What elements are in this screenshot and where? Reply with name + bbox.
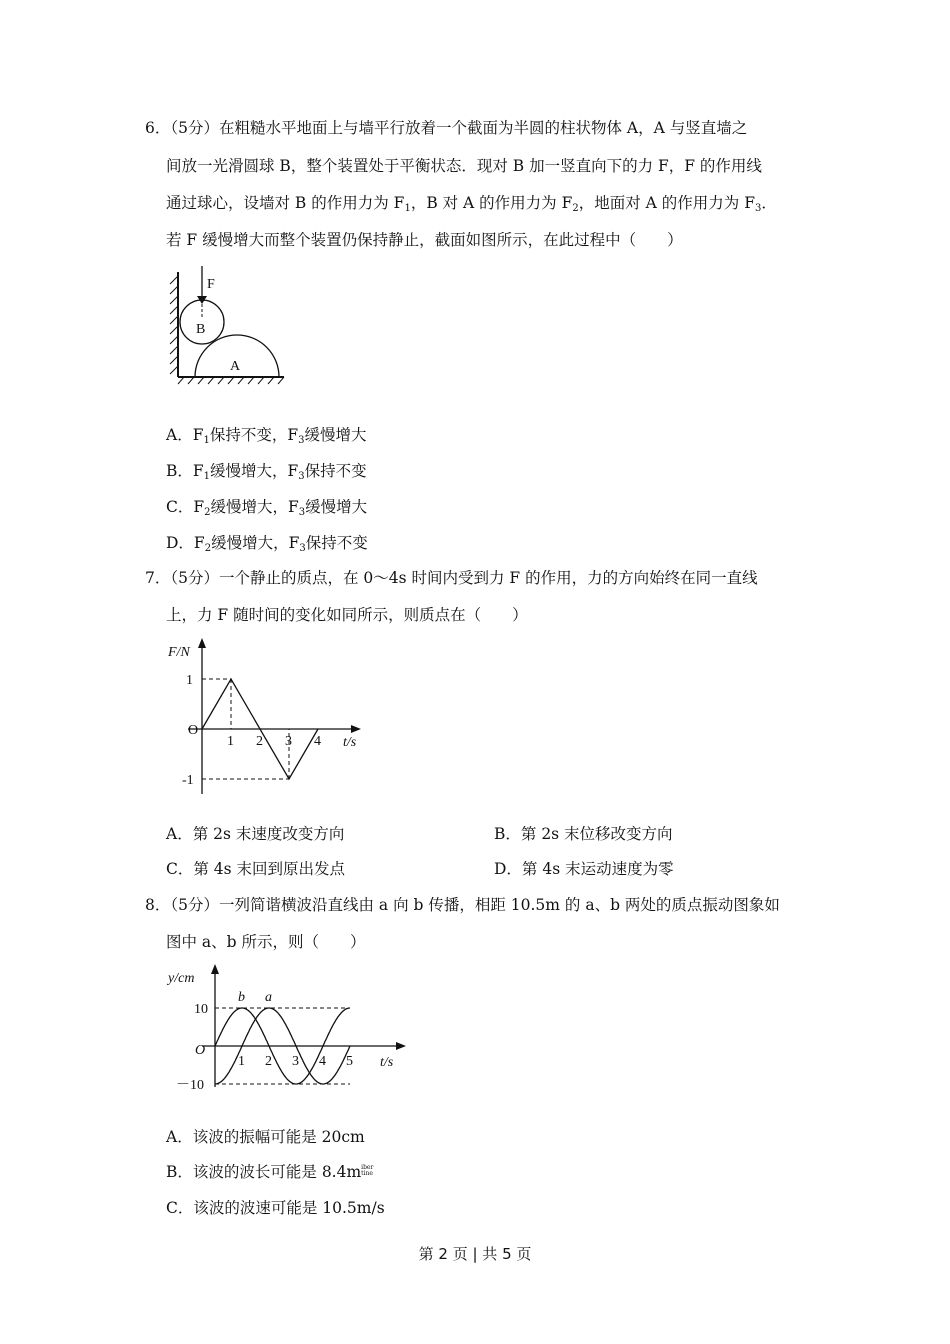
q6-line-3-a: 通过球心，设墙对 B 的作用力为 F: [166, 194, 405, 212]
origin-label: O: [188, 723, 199, 738]
q6-option-d-s2: 3: [299, 543, 306, 554]
q6-option-b-2: 缓慢增大，F: [210, 462, 299, 480]
q6-sub-1: 1: [404, 203, 411, 214]
q7-line-2: 上，力 F 随时间的变化如同所示，则质点在（ ）: [166, 606, 528, 624]
q8-line-1: 8．（5分）一列简谐横波沿直线由 a 向 b 传播，相距 10.5m 的 a、b 两处的质点振动图象如: [145, 896, 780, 914]
x-axis-arrow: [351, 725, 361, 733]
y-tick-label: 10: [194, 1002, 208, 1017]
q6-line-3-c: ，地面对 A 的作用力为 F: [578, 194, 755, 212]
y-tick-label: －10: [176, 1078, 204, 1092]
x-tick-label: 5: [346, 1054, 353, 1069]
x-tick-label: 1: [238, 1054, 245, 1069]
q6-option-d-3: 保持不变: [305, 534, 368, 552]
q6-option-a-s2: 3: [298, 435, 305, 446]
q6-sub-2: 2: [572, 203, 579, 214]
q8-vibration-chart: [160, 962, 410, 1092]
y-axis-label: F/N: [168, 645, 190, 660]
ground-hatching: [178, 377, 284, 384]
q7-force-time-chart: [160, 636, 375, 801]
q8-option-c[interactable]: C．该波的波速可能是 10.5m/s: [166, 1199, 385, 1217]
y-axis-arrow: [211, 964, 219, 974]
q6-sub-3: 3: [754, 203, 762, 214]
x-axis-label: t/s: [343, 735, 357, 750]
x-axis-arrow: [396, 1042, 406, 1050]
wall-hatching: [170, 276, 178, 374]
q6-option-d-2: 缓慢增大，F: [211, 534, 300, 552]
q6-option-d-s1: 2: [204, 543, 212, 554]
label-f: F: [207, 277, 215, 292]
q6-option-a[interactable]: [166, 425, 366, 445]
y-axis-label: y/cm: [168, 971, 195, 986]
x-tick-label: 3: [292, 1054, 299, 1069]
q6-line-2: 间放一光滑圆球 B，整个装置处于平衡状态．现对 B 加一竖直向下的力 F，F 的作用线: [166, 157, 762, 175]
q8-option-b-tiny-2: tine: [361, 1170, 373, 1177]
x-tick-label: 4: [319, 1054, 326, 1069]
q6-option-a-1: A．F: [166, 426, 204, 444]
x-tick-label: 3: [285, 734, 292, 749]
q6-option-c-2: 缓慢增大，F: [210, 498, 299, 516]
x-tick-label: 2: [256, 734, 263, 749]
q6-option-d[interactable]: [166, 533, 368, 553]
q8-option-b[interactable]: [166, 1162, 373, 1182]
y-axis-arrow: [198, 638, 206, 648]
x-tick-label: 1: [227, 734, 234, 749]
q8-option-a[interactable]: A．该波的振幅可能是 20cm: [166, 1128, 365, 1146]
x-tick-label: 2: [265, 1054, 272, 1069]
q8-line-2: 图中 a、b 所示，则（ ）: [166, 933, 366, 951]
q6-line-3: [166, 193, 777, 213]
page-footer: 第 2 页 | 共 5 页: [418, 1245, 532, 1263]
q6-line-3-b: ，B 对 A 的作用力为 F: [410, 194, 573, 212]
series-label-b: b: [238, 990, 245, 1005]
label-a: A: [230, 359, 241, 374]
x-tick-label: 4: [314, 734, 321, 749]
q6-option-c[interactable]: [166, 497, 367, 517]
y-tick-label: 1: [186, 673, 193, 688]
q6-option-a-3: 缓慢增大: [304, 426, 367, 444]
q8-option-b-tiny: [361, 1165, 373, 1177]
q6-option-b-3: 保持不变: [304, 462, 367, 480]
q7-option-c[interactable]: C．第 4s 末回到原出发点: [166, 860, 346, 878]
q6-option-c-1: C．F: [166, 498, 205, 516]
series-label-a: a: [265, 990, 272, 1005]
q6-option-c-s1: 2: [204, 507, 211, 518]
q6-figure: [160, 260, 300, 390]
q6-option-d-1: D．F: [166, 534, 205, 552]
q7-option-a[interactable]: A．第 2s 末速度改变方向: [166, 825, 345, 843]
q6-option-a-s1: 1: [203, 435, 210, 446]
q7-option-b[interactable]: B．第 2s 末位移改变方向: [494, 825, 673, 843]
q6-line-1: 6．（5分）在粗糙水平地面上与墙平行放着一个截面为半圆的柱状物体 A，A 与竖直墙之: [145, 119, 748, 137]
q7-line-1: 7．（5分）一个静止的质点，在 0～4s 时间内受到力 F 的作用，力的方向始终在同一直线: [145, 569, 758, 587]
q8-option-b-tiny-1: iber: [361, 1164, 374, 1171]
q7-option-d[interactable]: D．第 4s 末运动速度为零: [494, 860, 674, 878]
origin-label: O: [195, 1043, 206, 1058]
q8-option-b-text: B．该波的波长可能是 8.4m: [166, 1163, 362, 1181]
q6-option-b[interactable]: [166, 461, 367, 481]
q6-option-b-s2: 3: [298, 471, 305, 482]
q6-option-b-s1: 1: [203, 471, 211, 482]
label-b: B: [196, 322, 206, 337]
q6-option-b-1: B．F: [166, 462, 204, 480]
x-axis-label: t/s: [380, 1055, 394, 1070]
q6-option-c-3: 缓慢增大: [305, 498, 368, 516]
q6-option-a-2: 保持不变，F: [209, 426, 299, 444]
q6-line-3-d: ．: [761, 194, 777, 212]
q6-option-c-s2: 3: [298, 507, 306, 518]
q6-line-4: 若 F 缓慢增大而整个装置仍保持静止，截面如图所示，在此过程中（ ）: [166, 231, 683, 249]
y-tick-label: -1: [182, 773, 194, 788]
